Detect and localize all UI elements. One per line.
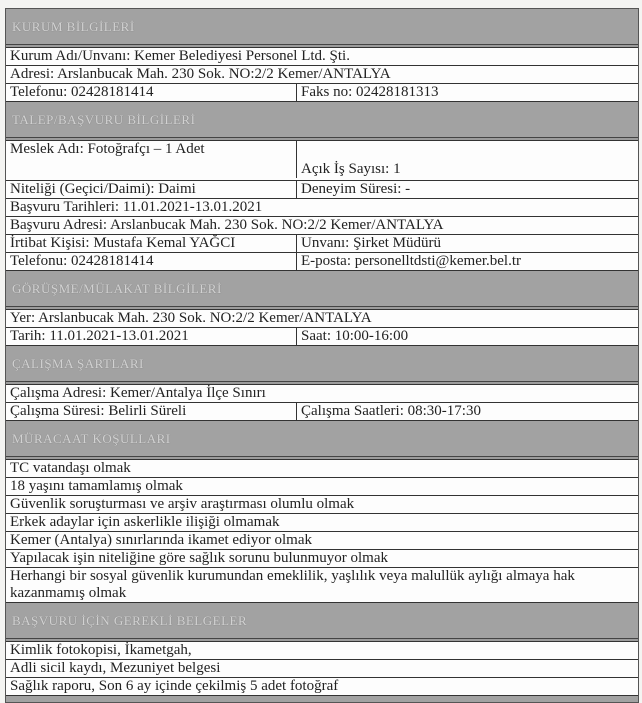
row-calisma-sure xyxy=(6,403,638,421)
kurum-telefon: Telefonu: 02428181414 xyxy=(6,84,297,101)
row-basvuru-tarihleri xyxy=(6,199,638,217)
row-telefon-faks xyxy=(6,84,638,102)
deneyim-suresi: Deneyim Süresi: - xyxy=(301,181,411,197)
list-item xyxy=(6,459,638,478)
list-item xyxy=(6,532,638,550)
kurum-adi: Kurum Adı/Unvanı: Kemer Belediyesi Personel Ltd. Şti. xyxy=(10,48,350,64)
kurum-faks: Faks no: 02428181313 xyxy=(301,84,439,100)
row-meslek xyxy=(6,140,638,181)
section-header-gorusme: GÖRÜŞME/MÜLAKAT BİLGİLERİ xyxy=(6,271,638,307)
gorusme-yer: Yer: Arslanbucak Mah. 230 Sok. NO:2/2 Kemer/ANTALYA xyxy=(10,310,372,326)
calisma-saatleri: Çalışma Saatleri: 08:30-17:30 xyxy=(301,403,481,419)
calisma-suresi: Çalışma Süresi: Belirli Süreli xyxy=(6,403,297,420)
row-yer xyxy=(6,309,638,328)
table-footer-strip xyxy=(6,696,638,702)
row-kurum-adi xyxy=(6,47,638,66)
row-basvuru-adresi xyxy=(6,217,638,235)
row-adres xyxy=(6,66,638,84)
condition-text: Kemer (Antalya) sınırlarında ikamet ediyor olmak xyxy=(10,532,312,548)
row-calisma-adresi xyxy=(6,384,638,403)
row-iletisim xyxy=(6,253,638,271)
document-text: Kimlik fotokopisi, İkametgah, xyxy=(10,642,192,658)
talep-telefon: Telefonu: 02428181414 xyxy=(6,253,297,270)
job-posting-form xyxy=(5,8,639,703)
row-nitelik xyxy=(6,181,638,199)
list-item xyxy=(6,478,638,496)
condition-text: Herhangi bir sosyal güvenlik kurumundan emeklilik, yaşlılık veya malullük aylığı almaya hak kazanmamış olmak xyxy=(10,568,575,601)
list-item xyxy=(6,550,638,568)
gorusme-saat: Saat: 10:00-16:00 xyxy=(301,328,409,344)
list-item xyxy=(6,660,638,678)
unvan: Unvanı: Şirket Müdürü xyxy=(301,235,441,251)
basvuru-adresi: Başvuru Adresi: Arslanbucak Mah. 230 Sok. NO:2/2 Kemer/ANTALYA xyxy=(10,217,444,233)
condition-text: 18 yaşını tamamlamış olmak xyxy=(10,478,183,494)
meslek-adi: Meslek Adı: Fotoğrafçı – 1 Adet xyxy=(6,141,297,178)
list-item xyxy=(6,496,638,514)
list-item xyxy=(6,568,638,603)
condition-text: TC vatandaşı olmak xyxy=(10,460,131,476)
basvuru-tarihleri: Başvuru Tarihleri: 11.01.2021-13.01.2021 xyxy=(10,199,263,215)
list-item xyxy=(6,641,638,660)
irtibat-kisisi: İrtibat Kişisi: Mustafa Kemal YAĞCI xyxy=(6,235,297,252)
calisma-adresi: Çalışma Adresi: Kemer/Antalya İlçe Sınırı xyxy=(10,385,266,401)
document-text: Adli sicil kaydı, Mezuniyet belgesi xyxy=(10,660,221,676)
condition-text: Erkek adaylar için askerlikle ilişiği olmamak xyxy=(10,514,280,530)
row-irtibat xyxy=(6,235,638,253)
section-header-calisma: ÇALIŞMA ŞARTLARI xyxy=(6,346,638,382)
section-header-muracaat: MÜRACAAT KOŞULLARI xyxy=(6,421,638,457)
document-text: Sağlık raporu, Son 6 ay içinde çekilmiş 5 adet fotoğraf xyxy=(10,678,339,694)
nitelik: Niteliği (Geçici/Daimi): Daimi xyxy=(6,181,297,198)
section-header-talep: TALEP/BAŞVURU BİLGİLERİ xyxy=(6,102,638,138)
kurum-adres: Adresi: Arslanbucak Mah. 230 Sok. NO:2/2 Kemer/ANTALYA xyxy=(10,66,391,82)
condition-text: Yapılacak işin niteliğine göre sağlık sorunu bulunmuyor olmak xyxy=(10,550,389,566)
row-tarih-saat xyxy=(6,328,638,346)
condition-text: Güvenlik soruşturması ve arşiv araştırması olumlu olmak xyxy=(10,496,355,512)
list-item xyxy=(6,514,638,532)
list-item xyxy=(6,678,638,696)
section-header-kurum: KURUM BİLGİLERİ xyxy=(6,9,638,45)
eposta: E-posta: personelltdsti@kemer.bel.tr xyxy=(301,253,522,269)
acik-is-sayisi: Açık İş Sayısı: 1 xyxy=(301,161,401,177)
gorusme-tarih: Tarih: 11.01.2021-13.01.2021 xyxy=(6,328,297,345)
section-header-belgeler: BAŞVURU İÇİN GEREKLİ BELGELER xyxy=(6,603,638,639)
